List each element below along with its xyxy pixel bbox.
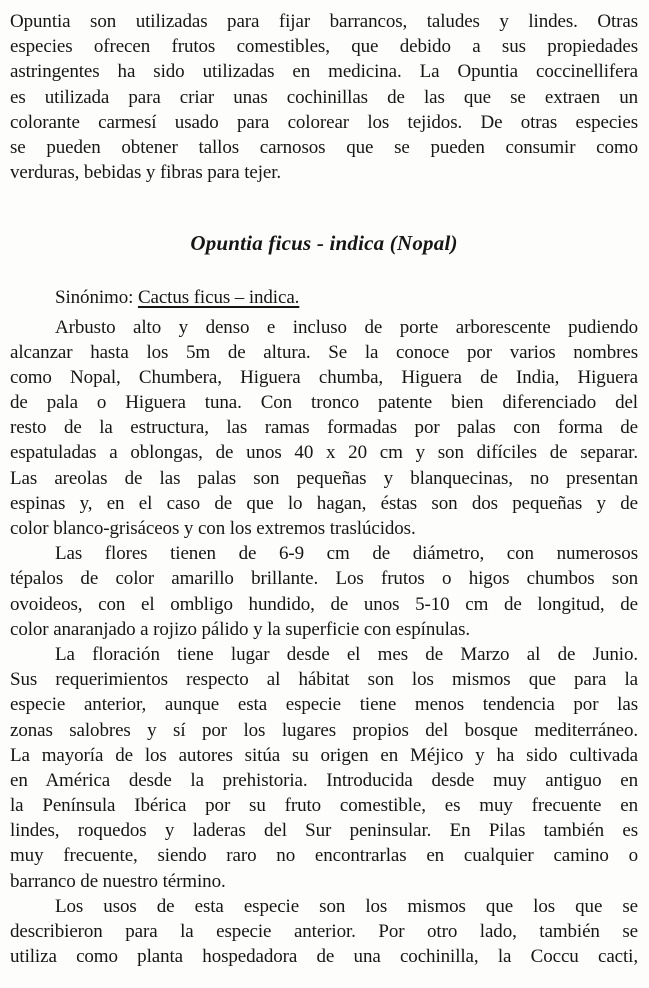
text-line: Sus requerimientos respecto al hábitat son los mismos que para la — [10, 669, 638, 691]
text-line: describieron para la especie anterior. Por otro lado, también se — [10, 921, 638, 942]
synonym-species-name: Cactus ficus – indica. — [137, 287, 300, 309]
text-line: color blanco-grisáceos y con los extremos traslúcidos. — [10, 518, 416, 539]
text-line: Opuntia son utilizadas para fijar barrancos, taludes y lindes. Otras — [10, 11, 638, 32]
text-line: en América desde la prehistoria. Introducida desde muy antiguo en — [10, 769, 638, 791]
text-line: lindes, roquedos y laderas del Sur peninsular. En Pilas también es — [10, 820, 638, 842]
text-line: resto de la estructura, las ramas formadas por palas con forma de — [10, 417, 638, 439]
text-line: espatuladas a oblongas, de unos 40 x 20 cm y son difíciles de separar. — [10, 442, 638, 464]
text-line: especies ofrecen frutos comestibles, que debido a sus propiedades — [10, 36, 638, 58]
text-line: alcanzar hasta los 5m de altura. Se la conoce por varios nombres — [10, 341, 638, 363]
paragraph-flowers-fruits — [10, 541, 638, 642]
text-line: muy frecuente, siendo raro no encontrarlas en cualquier camino o — [10, 845, 638, 867]
synonym-label: Sinónimo: — [55, 287, 138, 309]
paragraph-uses — [10, 894, 638, 970]
text-line: Las areolas de las palas son pequeñas y blanquecinas, no presentan — [10, 467, 638, 489]
text-line: de pala o Higuera tuna. Con tronco patente bien diferenciado del — [10, 392, 638, 414]
paragraph-flowering-habitat — [10, 642, 638, 894]
text-line: especie anterior, aunque esta especie tiene menos tendencia por las — [10, 694, 638, 716]
section-heading-species-title: Opuntia ficus - indica (Nopal) — [190, 231, 458, 256]
paragraph-description — [10, 315, 638, 542]
text-line: astringentes ha sido utilizadas en medicina. La Opuntia coccinellifera — [10, 61, 638, 83]
text-line: zonas salobres y sí por los lugares propios del bosque mediterráneo. — [10, 719, 638, 741]
text-line: ovoideos, con el ombligo hundido, de unos 5-10 cm de longitud, de — [10, 593, 638, 615]
text-line: la Península Ibérica por su fruto comestible, es muy frecuente en — [10, 795, 638, 817]
text-line: La mayoría de los autores sitúa su origen en Méjico y ha sido cultivada — [10, 744, 638, 766]
synonym-line — [10, 285, 638, 310]
text-line: Las flores tienen de 6-9 cm de diámetro, con numerosos — [55, 543, 638, 565]
text-line: utiliza como planta hospedadora de una cochinilla, la Coccu cacti, — [10, 946, 638, 968]
paragraph-opuntia-uses — [10, 9, 638, 185]
text-line: como Nopal, Chumbera, Higuera chumba, Higuera de India, Higuera — [10, 366, 638, 388]
text-line: es utilizada para criar unas cochinillas de las que se extraen un — [10, 86, 638, 108]
text-line: tépalos de color amarillo brillante. Los frutos o higos chumbos son — [10, 568, 638, 590]
text-line: Arbusto alto y denso e incluso de porte arborescente pudiendo — [55, 316, 638, 338]
text-line: se pueden obtener tallos carnosos que se pueden consumir como — [10, 136, 638, 158]
text-line: Los usos de esta especie son los mismos que los que se — [55, 895, 638, 917]
text-line: color anaranjado a rojizo pálido y la superficie con espínulas. — [10, 618, 471, 640]
text-line: colorante carmesí usado para colorear los tejidos. De otras especies — [10, 111, 638, 133]
text-line: La floración tiene lugar desde el mes de Marzo al de Junio. — [55, 643, 638, 665]
text-line: verduras, bebidas y fibras para tejer. — [10, 162, 282, 184]
text-line: espinas y, en el caso de que lo hagan, éstas son dos pequeñas y de — [10, 492, 638, 514]
text-line: barranco de nuestro término. — [10, 870, 226, 892]
